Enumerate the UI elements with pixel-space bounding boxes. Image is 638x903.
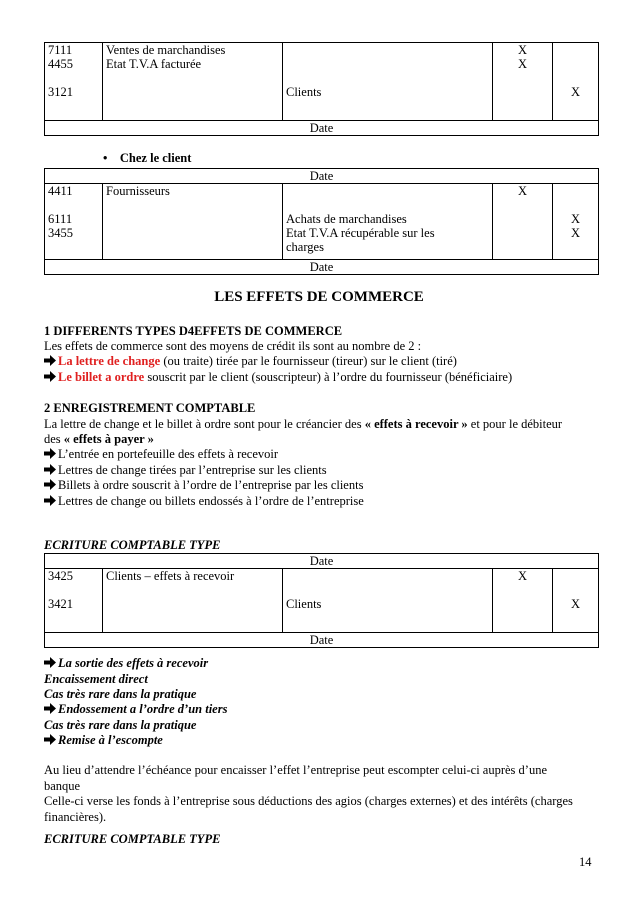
item-term: Le billet a ordre bbox=[58, 370, 145, 384]
sortie-title bbox=[44, 656, 208, 671]
debit-mark: X bbox=[517, 184, 528, 198]
account-label: Clients bbox=[286, 597, 322, 611]
paragraph-line: banque bbox=[44, 779, 81, 793]
ecriture-title: ECRITURE COMPTABLE TYPE bbox=[44, 538, 221, 552]
date-row: Date bbox=[45, 633, 599, 648]
date-row: Date bbox=[45, 169, 599, 184]
credit-labels-cell bbox=[283, 43, 493, 121]
rare-note-2: Cas très rare dans la pratique bbox=[44, 718, 197, 732]
account-code: 3421 bbox=[48, 597, 73, 611]
page-number: 14 bbox=[579, 855, 592, 869]
account-code: 3425 bbox=[48, 569, 73, 583]
endossement bbox=[44, 702, 227, 717]
bullet: • bbox=[103, 151, 108, 165]
arrow-right-icon bbox=[44, 702, 58, 717]
paragraph-line: Celle-ci verse les fonds à l’entreprise sous déductions des agios (charges externes) et des intérêts (charges bbox=[44, 794, 573, 808]
credit-mark: X bbox=[570, 85, 581, 99]
arrow-right-icon bbox=[44, 354, 58, 369]
arrow-right-icon bbox=[44, 478, 58, 493]
debit-amount-cell bbox=[493, 184, 553, 260]
endossement-text: Endossement a l’ordre d’un tiers bbox=[58, 702, 228, 716]
main-title: LES EFFETS DE COMMERCE bbox=[214, 289, 424, 305]
encaissement-direct: Encaissement direct bbox=[44, 672, 148, 686]
journal-table-effets bbox=[44, 553, 599, 648]
credit-mark: X bbox=[571, 597, 581, 611]
debit-mark: X bbox=[517, 569, 528, 583]
section2-line-2 bbox=[44, 432, 154, 447]
account-label: Ventes de marchandises bbox=[106, 43, 226, 57]
section1-item-1 bbox=[44, 354, 457, 369]
debit-amount-cell bbox=[493, 43, 553, 121]
account-code: 6111 bbox=[48, 212, 73, 226]
account-label: Etat T.V.A facturée bbox=[106, 57, 202, 71]
item-description: (ou traite) tirée par le fournisseur (tireur) sur le client (tiré) bbox=[160, 354, 457, 368]
account-code: 3121 bbox=[48, 85, 73, 99]
date-row: Date bbox=[45, 260, 599, 275]
section2-line-1 bbox=[44, 417, 562, 432]
paragraph-line: Au lieu d’attendre l’échéance pour encaisser l’effet l’entreprise peut escompter celui-ci auprès d’une bbox=[44, 763, 547, 777]
account-label: Clients – effets à recevoir bbox=[106, 569, 235, 583]
date-row: Date bbox=[45, 554, 599, 569]
section2-item bbox=[44, 463, 327, 478]
account-code: 7111 bbox=[48, 43, 73, 57]
subheading-text: Chez le client bbox=[119, 151, 192, 165]
journal-table-ventes bbox=[44, 42, 599, 136]
debit-amount-cell bbox=[493, 569, 553, 633]
arrow-right-icon bbox=[44, 494, 58, 509]
section1-item-2 bbox=[44, 370, 512, 385]
rare-note-1: Cas très rare dans la pratique bbox=[44, 687, 197, 701]
client-subheading bbox=[103, 151, 191, 166]
section2-item bbox=[44, 447, 278, 462]
credit-labels-cell bbox=[283, 184, 493, 260]
item-description: souscrit par le client (souscripteur) à l’ordre du fournisseur (bénéficiaire) bbox=[144, 370, 513, 384]
debit-labels-cell bbox=[103, 43, 283, 121]
item-text: L’entrée en portefeuille des effets à recevoir bbox=[58, 447, 279, 461]
account-label: Fournisseurs bbox=[106, 184, 170, 198]
sortie-title-text: La sortie des effets à recevoir bbox=[58, 656, 209, 670]
account-label: Etat T.V.A récupérable sur les bbox=[286, 226, 435, 240]
arrow-right-icon bbox=[44, 733, 58, 748]
journal-table-achats bbox=[44, 168, 599, 275]
date-row: Date bbox=[45, 121, 599, 136]
credit-labels-cell bbox=[283, 569, 493, 633]
debit-mark: X bbox=[517, 57, 528, 71]
item-term: La lettre de change bbox=[58, 354, 161, 368]
ecriture-title-2: ECRITURE COMPTABLE TYPE bbox=[44, 832, 221, 846]
arrow-right-icon bbox=[44, 463, 58, 478]
section2-item bbox=[44, 478, 363, 493]
section2-heading: 2 ENREGISTREMENT COMPTABLE bbox=[44, 401, 256, 415]
text-span: La lettre de change et le billet à ordre sont pour le créancier des bbox=[44, 417, 365, 431]
section1-intro: Les effets de commerce sont des moyens de crédit ils sont au nombre de 2 : bbox=[44, 339, 422, 353]
account-label: Clients bbox=[286, 85, 322, 99]
credit-amount-cell bbox=[553, 569, 599, 633]
effets-payer-term: « effets à payer » bbox=[63, 432, 154, 446]
debit-labels-cell bbox=[103, 184, 283, 260]
account-codes-cell bbox=[45, 569, 103, 633]
section1-heading: 1 DIFFERENTS TYPES D4EFFETS DE COMMERCE bbox=[44, 324, 343, 338]
account-code: 4455 bbox=[48, 57, 73, 71]
paragraph-line: financières). bbox=[44, 810, 107, 824]
remise-escompte bbox=[44, 733, 163, 748]
account-label: Achats de marchandises bbox=[286, 212, 407, 226]
account-code: 4411 bbox=[48, 184, 73, 198]
credit-amount-cell bbox=[553, 43, 599, 121]
text-span: des bbox=[44, 432, 64, 446]
credit-mark: X bbox=[571, 226, 581, 240]
credit-amount-cell bbox=[553, 184, 599, 260]
arrow-right-icon bbox=[44, 447, 58, 462]
debit-labels-cell bbox=[103, 569, 283, 633]
account-label: charges bbox=[286, 240, 324, 254]
arrow-right-icon bbox=[44, 370, 58, 385]
item-text: Lettres de change tirées par l’entreprise sur les clients bbox=[58, 463, 327, 477]
item-text: Billets à ordre souscrit à l’ordre de l’entreprise par les clients bbox=[58, 478, 364, 492]
account-code: 3455 bbox=[48, 226, 73, 240]
debit-mark: X bbox=[517, 43, 528, 57]
account-codes-cell bbox=[45, 43, 103, 121]
section2-item bbox=[44, 494, 364, 509]
arrow-right-icon bbox=[44, 656, 58, 671]
text-span: et pour le débiteur bbox=[467, 417, 563, 431]
effets-recevoir-term: « effets à recevoir » bbox=[364, 417, 468, 431]
remise-text: Remise à l’escompte bbox=[58, 733, 163, 747]
item-text: Lettres de change ou billets endossés à l’ordre de l’entreprise bbox=[58, 494, 364, 508]
credit-mark: X bbox=[571, 212, 581, 226]
account-codes-cell bbox=[45, 184, 103, 260]
